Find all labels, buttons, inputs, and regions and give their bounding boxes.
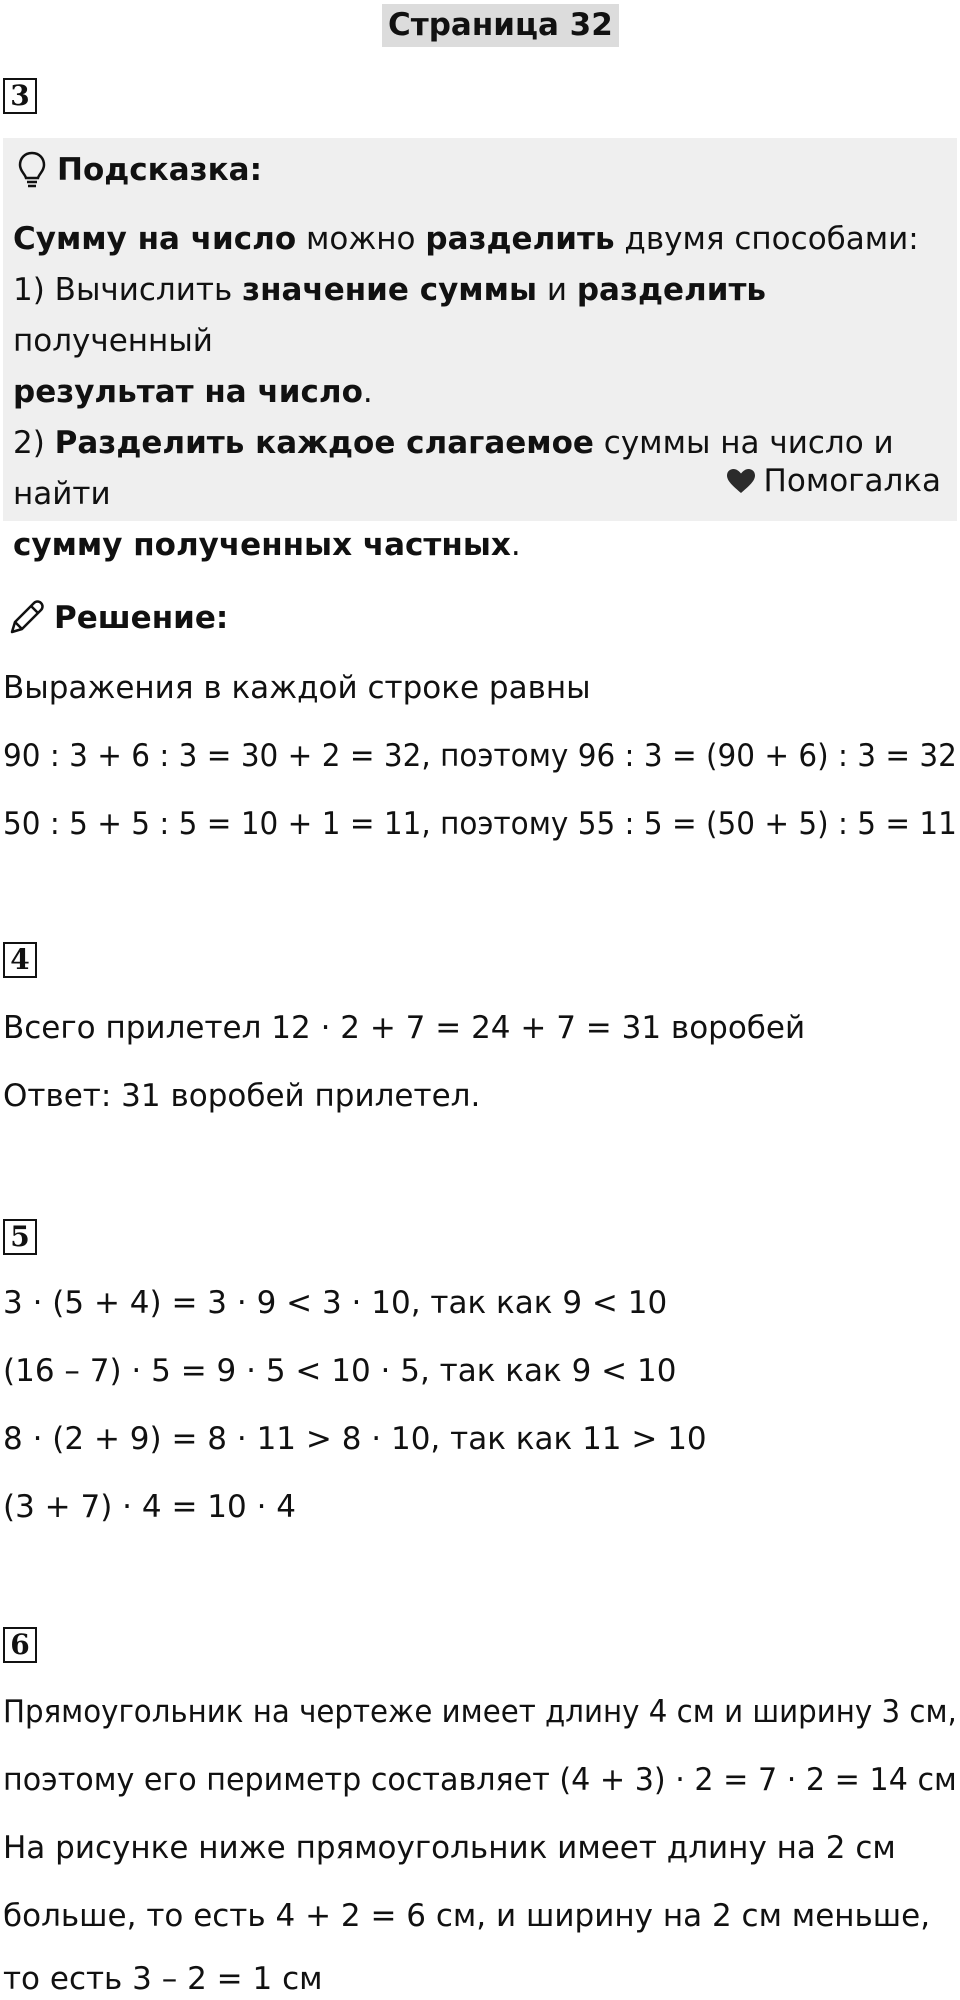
task-3-line: 50 : 5 + 5 : 5 = 10 + 1 = 11, поэтому 55 : 5 = (50 + 5) : 5 = 11: [3, 806, 957, 842]
task-6-line: поэтому его периметр составляет (4 + 3) · 2 = 7 · 2 = 14 см: [3, 1762, 957, 1798]
task-4-number: 4: [3, 942, 37, 978]
hint-line: 1) Вычислить значение суммы и разделить полученный: [13, 272, 767, 359]
task-5-number: 5: [3, 1219, 37, 1255]
task-5-line: (3 + 7) · 4 = 10 · 4: [3, 1489, 297, 1525]
pencil-icon: [6, 598, 46, 638]
task-6-number: 6: [3, 1627, 37, 1663]
task-6-line: то есть 3 – 2 = 1 см: [3, 1961, 323, 1997]
task-6-line: больше, то есть 4 + 2 = 6 см, и ширину на 2 см меньше,: [3, 1898, 931, 1934]
page-title: Страница 32: [382, 4, 619, 47]
solution-header: [6, 594, 228, 642]
hint-header: [17, 148, 262, 192]
task-6-line: Прямоугольник на чертеже имеет длину 4 см и ширину 3 см,: [3, 1694, 957, 1730]
task-3-line: 90 : 3 + 6 : 3 = 30 + 2 = 32, поэтому 96 : 3 = (90 + 6) : 3 = 32: [3, 738, 957, 774]
task-5-line: (16 – 7) · 5 = 9 · 5 < 10 · 5, так как 9 < 10: [3, 1353, 677, 1389]
hint-line: Сумму на число можно разделить двумя способами:: [13, 221, 919, 257]
solution-label: Решение:: [54, 599, 229, 636]
task-3-number: 3: [3, 78, 37, 114]
task-4-line: Всего прилетел 12 · 2 + 7 = 24 + 7 = 31 воробей: [3, 1010, 806, 1046]
heart-icon: [726, 468, 756, 494]
brand: [726, 462, 941, 501]
lightbulb-icon: [17, 150, 47, 190]
hint-text: [13, 214, 943, 571]
hint-box: [3, 138, 957, 563]
task-4-line: Ответ: 31 воробей прилетел.: [3, 1078, 481, 1114]
brand-name: Помогалка: [763, 463, 941, 499]
hint-line: результат на число.: [13, 374, 373, 410]
task-6-line: На рисунке ниже прямоугольник имеет длину на 2 см: [3, 1830, 896, 1866]
hint-label: Подсказка:: [57, 151, 262, 188]
task-5-line: 3 · (5 + 4) = 3 · 9 < 3 · 10, так как 9 < 10: [3, 1285, 668, 1321]
task-5-line: 8 · (2 + 9) = 8 · 11 > 8 · 10, так как 11 > 10: [3, 1421, 707, 1457]
task-3-line: Выражения в каждой строке равны: [3, 670, 591, 706]
hint-line: 2) Разделить каждое слагаемое суммы на число и найти: [13, 425, 894, 512]
hint-line: сумму полученных частных.: [13, 527, 521, 563]
